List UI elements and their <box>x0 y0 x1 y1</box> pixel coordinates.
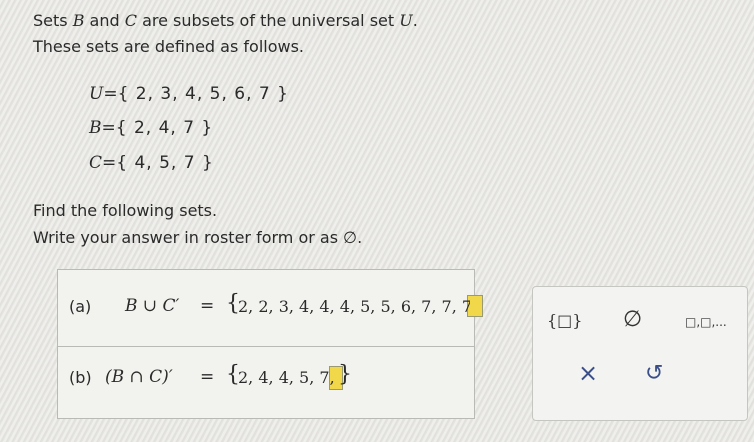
set-name: C <box>89 153 103 173</box>
set-b-symbol: B <box>72 11 85 30</box>
part-b-close-brace: } <box>338 362 352 387</box>
empty-set-button[interactable]: ∅ <box>623 307 643 332</box>
set-u-definition <box>89 84 289 104</box>
part-b-open-brace: { <box>226 362 240 387</box>
instruction-line-2: Write your answer in roster form or as ∅. <box>33 228 363 247</box>
equals-sign: = <box>101 118 116 138</box>
part-b-label: (b) <box>69 368 92 387</box>
part-a-answer-input[interactable] <box>236 290 472 322</box>
equals-sign: = <box>102 153 117 173</box>
row-divider <box>58 346 474 347</box>
set-u-symbol: U <box>399 11 413 30</box>
undo-button[interactable]: ↺ <box>645 361 664 386</box>
list-template-button[interactable]: □,□,... <box>685 315 727 329</box>
set-name: U <box>89 84 104 104</box>
set-elements: { 2, 3, 4, 5, 6, 7 } <box>117 84 289 104</box>
intro-line-2: These sets are defined as follows. <box>33 37 304 56</box>
intro-line-1 <box>33 11 418 30</box>
part-a-expression: B ∪ C′ <box>125 296 180 316</box>
set-elements: { 2, 4, 7 } <box>115 118 214 138</box>
part-a-label: (a) <box>69 297 92 316</box>
intro-text: . <box>412 11 418 30</box>
part-b-equals: = <box>200 367 215 387</box>
set-b-definition <box>89 118 213 138</box>
part-a-open-brace: { <box>226 291 240 316</box>
intro-text: Sets <box>33 11 73 30</box>
math-tools-panel <box>532 286 748 421</box>
instruction-line-1: Find the following sets. <box>33 201 218 220</box>
clear-button[interactable]: × <box>578 359 599 387</box>
set-c-symbol: C <box>124 11 137 30</box>
part-b-expression: (B ∩ C)′ <box>105 367 173 387</box>
answer-panel <box>57 269 475 419</box>
set-braces-button[interactable]: {□} <box>547 311 583 330</box>
set-name: B <box>89 118 102 138</box>
equals-sign: = <box>103 84 118 104</box>
part-b-answer-input[interactable] <box>236 361 340 393</box>
set-elements: { 4, 5, 7 } <box>116 153 214 173</box>
intro-text: are subsets of the universal set <box>137 11 400 30</box>
set-c-definition <box>89 153 214 173</box>
intro-text: and <box>84 11 125 30</box>
part-a-equals: = <box>200 296 215 316</box>
